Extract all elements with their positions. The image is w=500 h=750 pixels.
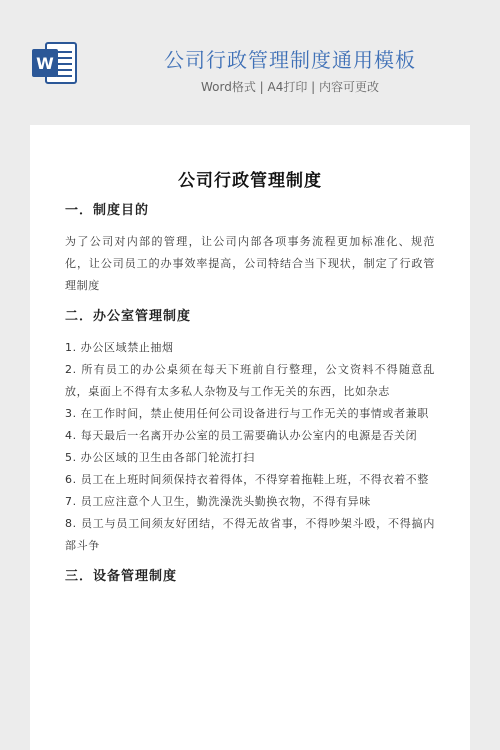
section-heading-1: 一．制度目的 [65,203,150,218]
section-heading-3: 三．设备管理制度 [65,569,178,584]
list-item: 3. 在工作时间，禁止使用任何公司设备进行与工作无关的事情或者兼职 [65,407,429,420]
word-icon-letter: W [36,54,54,73]
document-content [65,201,435,597]
list-item: 2. 所有员工的办公桌须在每天下班前自行整理，公文资料不得随意乱放，桌面上不得有太多私人杂物及与工作无关的东西，比如杂志 [65,363,435,398]
list-item: 1. 办公区域禁止抽烟 [65,341,174,354]
page-title: 公司行政管理制度通用模板 [164,48,416,72]
list-item: 8. 员工与员工间须友好团结，不得无故省事，不得吵架斗殴，不得搞内部斗争 [65,517,435,552]
page-subtitle: Word格式 | A4打印 | 内容可更改 [200,80,380,94]
word-icon [30,40,80,86]
list-item: 6. 员工在上班时间须保持衣着得体，不得穿着拖鞋上班，不得衣着不整 [65,473,429,486]
document-page [30,125,470,750]
document-title: 公司行政管理制度 [178,171,322,191]
list-item: 7. 员工应注意个人卫生，勤洗澡洗头勤换衣物，不得有异味 [65,495,371,508]
list-item: 5. 办公区域的卫生由各部门轮流打扫 [65,451,255,464]
list-item: 4. 每天最后一名离开办公室的员工需要确认办公室内的电源是否关闭 [65,429,418,442]
header [0,0,500,115]
section-paragraph-1: 为了公司对内部的管理，让公司内部各项事务流程更加标准化、规范化，让公司员工的办事效率提高，公司特结合当下现状，制定了行政管理制度 [65,235,435,292]
section-heading-2: 二．办公室管理制度 [65,309,192,324]
